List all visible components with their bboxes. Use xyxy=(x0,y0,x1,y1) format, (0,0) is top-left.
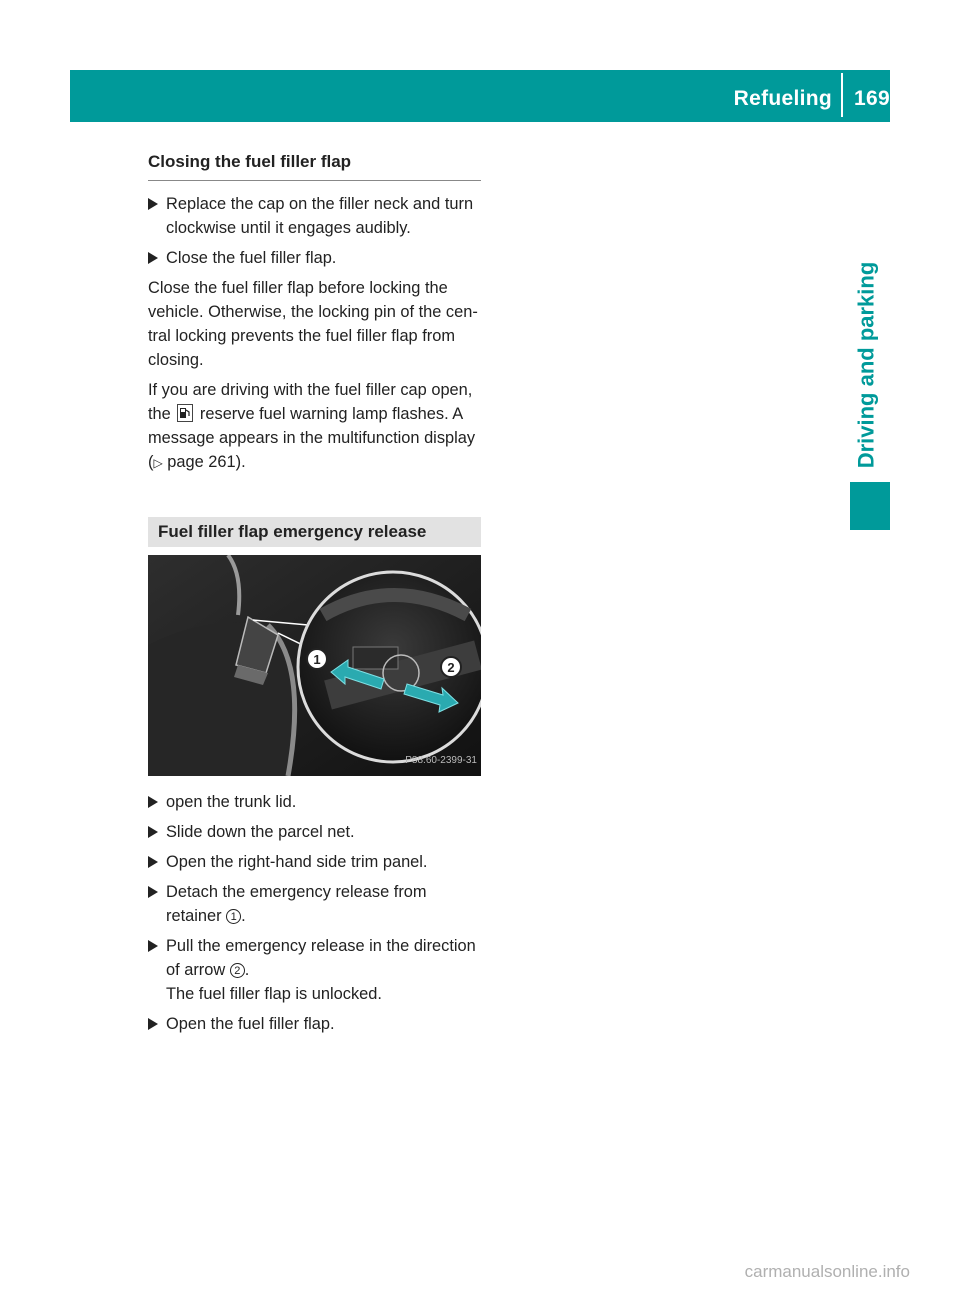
callout-marker: 2 xyxy=(230,963,245,978)
step-text: Open the fuel filler flap. xyxy=(166,1015,335,1033)
emergency-release-heading xyxy=(148,517,481,547)
step-arrow-icon xyxy=(148,198,158,210)
page-number: 169 xyxy=(854,87,890,110)
emergency-steps xyxy=(148,790,481,1036)
instruction-step xyxy=(148,790,481,814)
step-text: open the trunk lid. xyxy=(166,793,297,811)
paragraph-text: If you are driving with the fuel filler cap open, the xyxy=(148,381,473,423)
watermark: carmanualsonline.info xyxy=(744,1262,910,1281)
closing-heading: Closing the fuel filler flap xyxy=(148,150,481,181)
step-arrow-icon xyxy=(148,940,158,952)
step-text: Pull the emergency release in the direction of arrow xyxy=(166,937,476,979)
step-arrow-icon xyxy=(148,1018,158,1030)
callout-2: 2 xyxy=(447,660,455,675)
paragraph-text: reserve fuel warning lamp flashes. A message appears in the multifunction display xyxy=(148,405,476,447)
content-column xyxy=(148,150,481,1042)
figure-code: P88.60-2399-31 xyxy=(405,755,477,766)
instruction-step: Pull the emergency release in the direction of arrow 2 . The fuel filler flap is unlocked. xyxy=(148,934,481,1006)
step-arrow-icon xyxy=(148,796,158,808)
step-text: Open the right-hand side trim panel. xyxy=(166,853,428,871)
callout-marker: 1 xyxy=(226,909,241,924)
heading-text: Fuel filler flap emergency release xyxy=(158,522,427,541)
step-arrow-icon xyxy=(148,886,158,898)
step-text: Slide down the parcel net. xyxy=(166,823,355,841)
side-tab-label: Driving and parking xyxy=(853,261,878,469)
step-arrow-icon xyxy=(148,826,158,838)
header xyxy=(734,84,890,114)
step-text: Replace the cap on the filler neck and turn clockwise until it engages audibly. xyxy=(166,195,474,237)
reference-triangle-icon: ▷ xyxy=(153,456,163,470)
step-arrow-icon xyxy=(148,856,158,868)
instruction-step xyxy=(148,1012,481,1036)
instruction-step xyxy=(148,820,481,844)
fuel-pump-icon xyxy=(177,404,193,422)
section-title: Refueling xyxy=(733,87,833,110)
instruction-step xyxy=(148,246,481,270)
page-reference: page 261). xyxy=(167,453,246,471)
callout-1: 1 xyxy=(313,652,321,667)
side-tab xyxy=(846,255,886,475)
header-separator xyxy=(841,73,843,117)
step-result: The fuel filler flap is unlocked. xyxy=(166,985,382,1003)
side-tab-block xyxy=(850,482,890,530)
step-arrow-icon xyxy=(148,252,158,264)
step-text: Detach the emergency release from retainer xyxy=(166,883,427,925)
paragraph: Close the fuel filler flap before locking the vehicle. Otherwise, the locking pin of the cen-tral locking prevents the fuel filler flap from closing. xyxy=(148,279,478,369)
trunk-illustration xyxy=(148,555,481,776)
instruction-step xyxy=(148,192,481,240)
emergency-release-figure xyxy=(148,555,481,776)
paragraph: If you are driving with the fuel filler cap open, the reserve fuel warning lamp flashes. A message appears in the multifunction display (▷ page 261). xyxy=(148,381,476,471)
instruction-step xyxy=(148,850,481,874)
instruction-step: Detach the emergency release from retainer 1 . xyxy=(148,880,481,928)
step-text: Close the fuel filler flap. xyxy=(166,249,337,267)
